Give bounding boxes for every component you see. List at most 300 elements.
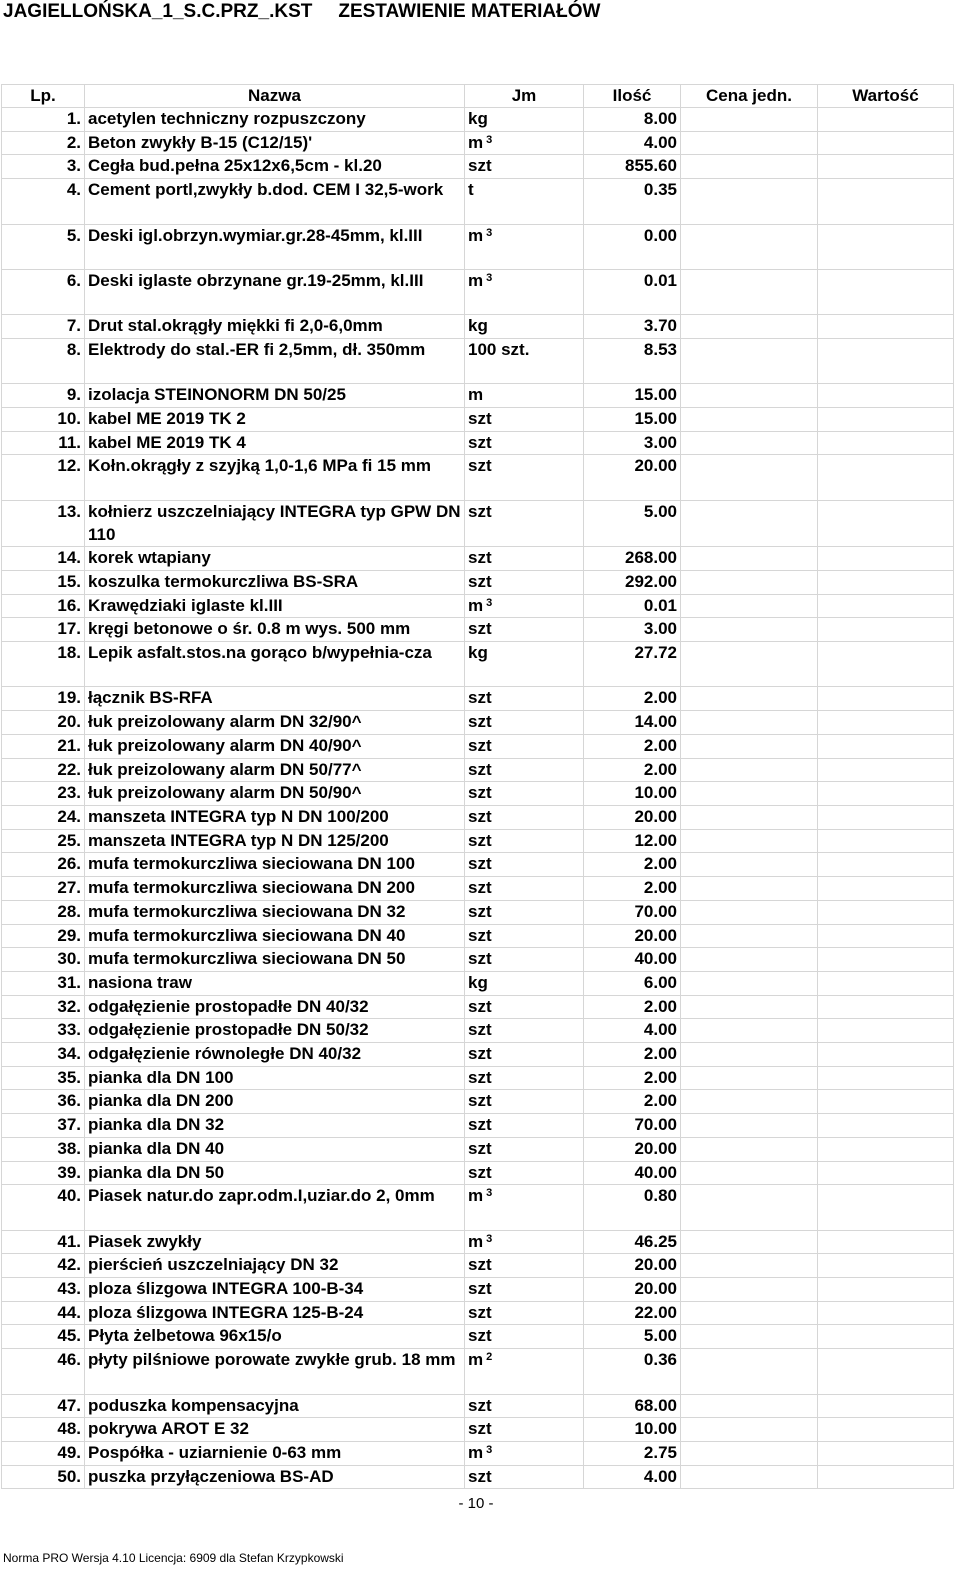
unit-exponent: 2 xyxy=(486,1351,493,1364)
row-cena xyxy=(681,1465,818,1489)
file-name: JAGIELLOŃSKA_1_S.C.PRZ_.KST xyxy=(3,1,313,22)
row-lp: 44. xyxy=(2,1301,85,1325)
row-cena xyxy=(681,1349,818,1394)
row-jm xyxy=(465,758,584,782)
row-nazwa: mufa termokurczliwa sieciowana DN 40 xyxy=(85,924,465,948)
table-row xyxy=(2,1441,954,1465)
row-cena xyxy=(681,108,818,132)
row-ilosc: 8.53 xyxy=(584,338,681,383)
row-ilosc: 4.00 xyxy=(584,1019,681,1043)
row-lp: 39. xyxy=(2,1161,85,1185)
row-wartosc xyxy=(818,687,954,711)
row-lp: 35. xyxy=(2,1066,85,1090)
row-ilosc: 14.00 xyxy=(584,711,681,735)
row-jm xyxy=(465,1019,584,1043)
row-cena xyxy=(681,782,818,806)
row-wartosc xyxy=(818,269,954,314)
table-row xyxy=(2,829,954,853)
row-lp: 25. xyxy=(2,829,85,853)
unit-text: szt xyxy=(468,156,492,176)
unit-text: szt xyxy=(468,1162,492,1182)
row-wartosc xyxy=(818,1090,954,1114)
unit-text: szt xyxy=(468,1302,492,1322)
row-jm xyxy=(465,384,584,408)
row-wartosc xyxy=(818,1254,954,1278)
row-nazwa: Płyta żelbetowa 96x15/o xyxy=(85,1325,465,1349)
row-nazwa: kabel ME 2019 TK 2 xyxy=(85,408,465,432)
row-jm xyxy=(465,829,584,853)
row-wartosc xyxy=(818,1161,954,1185)
row-cena xyxy=(681,155,818,179)
unit-text: szt xyxy=(468,409,492,429)
row-cena xyxy=(681,1254,818,1278)
row-nazwa: acetylen techniczny rozpuszczony xyxy=(85,108,465,132)
row-wartosc xyxy=(818,782,954,806)
row-ilosc: 3.70 xyxy=(584,315,681,339)
row-lp: 3. xyxy=(2,155,85,179)
row-ilosc: 2.00 xyxy=(584,1043,681,1067)
table-row xyxy=(2,594,954,618)
unit-text: szt xyxy=(468,1279,492,1299)
unit-text: m xyxy=(468,270,484,290)
row-ilosc: 4.00 xyxy=(584,1465,681,1489)
row-nazwa: pianka dla DN 100 xyxy=(85,1066,465,1090)
row-nazwa: Elektrody do stal.-ER fi 2,5mm, dł. 350mm xyxy=(85,338,465,383)
row-ilosc: 8.00 xyxy=(584,108,681,132)
row-jm xyxy=(465,924,584,948)
row-lp: 21. xyxy=(2,734,85,758)
row-jm xyxy=(465,108,584,132)
unit-text: szt xyxy=(468,571,492,591)
table-row xyxy=(2,179,954,224)
row-lp: 27. xyxy=(2,877,85,901)
row-wartosc xyxy=(818,1325,954,1349)
table-row xyxy=(2,1394,954,1418)
table-row xyxy=(2,806,954,830)
row-jm xyxy=(465,1090,584,1114)
row-jm xyxy=(465,1043,584,1067)
unit-text: m xyxy=(468,225,484,245)
row-ilosc: 70.00 xyxy=(584,1114,681,1138)
row-lp: 29. xyxy=(2,924,85,948)
row-ilosc: 3.00 xyxy=(584,431,681,455)
row-nazwa: Piasek natur.do zapr.odm.I,uziar.do 2, 0mm xyxy=(85,1185,465,1230)
row-ilosc: 5.00 xyxy=(584,500,681,546)
table-row xyxy=(2,1114,954,1138)
row-cena xyxy=(681,1066,818,1090)
table-row xyxy=(2,687,954,711)
unit-exponent: 3 xyxy=(486,133,493,146)
unit-text: szt xyxy=(468,712,492,732)
row-ilosc: 0.35 xyxy=(584,179,681,224)
row-wartosc xyxy=(818,1301,954,1325)
row-wartosc xyxy=(818,1278,954,1302)
table-row xyxy=(2,1301,954,1325)
row-ilosc: 855.60 xyxy=(584,155,681,179)
row-nazwa: Cement portl,zwykły b.dod. CEM I 32,5-work xyxy=(85,179,465,224)
row-wartosc xyxy=(818,877,954,901)
unit-text: szt xyxy=(468,1326,492,1346)
row-ilosc: 2.00 xyxy=(584,1090,681,1114)
row-lp: 4. xyxy=(2,179,85,224)
table-row xyxy=(2,155,954,179)
row-jm xyxy=(465,431,584,455)
footer-license: Norma PRO Wersja 4.10 Licencja: 6909 dla Stefan Krzypkowski xyxy=(3,1551,344,1565)
unit-text: szt xyxy=(468,1091,492,1111)
unit-text: szt xyxy=(468,1395,492,1415)
table-row xyxy=(2,1185,954,1230)
row-ilosc: 10.00 xyxy=(584,782,681,806)
row-nazwa: mufa termokurczliwa sieciowana DN 100 xyxy=(85,853,465,877)
row-cena xyxy=(681,431,818,455)
unit-text: szt xyxy=(468,925,492,945)
row-nazwa: kręgi betonowe o śr. 0.8 m wys. 500 mm xyxy=(85,618,465,642)
row-lp: 49. xyxy=(2,1441,85,1465)
row-cena xyxy=(681,758,818,782)
row-ilosc: 2.00 xyxy=(584,687,681,711)
row-ilosc: 22.00 xyxy=(584,1301,681,1325)
table-row xyxy=(2,1161,954,1185)
row-ilosc: 0.80 xyxy=(584,1185,681,1230)
row-wartosc xyxy=(818,431,954,455)
row-wartosc xyxy=(818,1349,954,1394)
row-jm xyxy=(465,642,584,687)
row-lp: 32. xyxy=(2,995,85,1019)
row-ilosc: 40.00 xyxy=(584,1161,681,1185)
row-nazwa: Deski igl.obrzyn.wymiar.gr.28-45mm, kl.III xyxy=(85,224,465,269)
row-nazwa: łącznik BS-RFA xyxy=(85,687,465,711)
row-lp: 26. xyxy=(2,853,85,877)
header-jm: Jm xyxy=(465,85,584,108)
row-ilosc: 3.00 xyxy=(584,618,681,642)
unit-text: szt xyxy=(468,807,492,826)
row-lp: 23. xyxy=(2,782,85,806)
unit-text: m xyxy=(468,385,484,405)
row-jm xyxy=(465,1254,584,1278)
row-lp: 14. xyxy=(2,547,85,571)
table-row xyxy=(2,1465,954,1489)
row-jm xyxy=(465,155,584,179)
row-jm xyxy=(465,853,584,877)
unit-text: szt xyxy=(468,996,492,1016)
row-nazwa: poduszka kompensacyjna xyxy=(85,1394,465,1418)
unit-exponent: 3 xyxy=(486,1187,493,1200)
table-row xyxy=(2,1090,954,1114)
row-jm xyxy=(465,995,584,1019)
row-cena xyxy=(681,547,818,571)
unit-text: szt xyxy=(468,854,492,874)
unit-text: szt xyxy=(468,949,492,969)
table-row xyxy=(2,570,954,594)
row-lp: 1. xyxy=(2,108,85,132)
row-lp: 22. xyxy=(2,758,85,782)
row-cena xyxy=(681,570,818,594)
row-wartosc xyxy=(818,853,954,877)
unit-text: szt xyxy=(468,878,492,898)
unit-text: t xyxy=(468,180,474,200)
table-row xyxy=(2,711,954,735)
row-nazwa: łuk preizolowany alarm DN 50/90^ xyxy=(85,782,465,806)
unit-text: szt xyxy=(468,1466,492,1486)
table-row xyxy=(2,642,954,687)
row-cena xyxy=(681,900,818,924)
row-cena xyxy=(681,877,818,901)
row-wartosc xyxy=(818,806,954,830)
table-row xyxy=(2,734,954,758)
row-nazwa: manszeta INTEGRA typ N DN 125/200 xyxy=(85,829,465,853)
row-lp: 36. xyxy=(2,1090,85,1114)
row-jm xyxy=(465,315,584,339)
row-nazwa: koszulka termokurczliwa BS-SRA xyxy=(85,570,465,594)
row-nazwa: manszeta INTEGRA typ N DN 100/200 xyxy=(85,806,465,830)
row-ilosc: 2.75 xyxy=(584,1441,681,1465)
row-ilosc: 2.00 xyxy=(584,1066,681,1090)
row-ilosc: 20.00 xyxy=(584,806,681,830)
row-wartosc xyxy=(818,1185,954,1230)
row-cena xyxy=(681,1137,818,1161)
materials-table xyxy=(1,84,954,1489)
unit-text: m xyxy=(468,1350,484,1370)
row-nazwa: Lepik asfalt.stos.na gorąco b/wypełnia-cza xyxy=(85,642,465,687)
row-jm xyxy=(465,687,584,711)
row-lp: 16. xyxy=(2,594,85,618)
unit-text: szt xyxy=(468,1419,492,1439)
row-nazwa: pierścień uszczelniający DN 32 xyxy=(85,1254,465,1278)
row-jm xyxy=(465,408,584,432)
table-row xyxy=(2,1019,954,1043)
row-lp: 45. xyxy=(2,1325,85,1349)
table-row xyxy=(2,995,954,1019)
row-cena xyxy=(681,1325,818,1349)
row-cena xyxy=(681,1418,818,1442)
table-row xyxy=(2,431,954,455)
row-ilosc: 15.00 xyxy=(584,408,681,432)
row-wartosc xyxy=(818,758,954,782)
row-ilosc: 12.00 xyxy=(584,829,681,853)
row-lp: 10. xyxy=(2,408,85,432)
row-wartosc xyxy=(818,1418,954,1442)
row-wartosc xyxy=(818,1230,954,1254)
row-lp: 38. xyxy=(2,1137,85,1161)
row-wartosc xyxy=(818,995,954,1019)
row-cena xyxy=(681,594,818,618)
unit-text: szt xyxy=(468,501,492,521)
row-ilosc: 268.00 xyxy=(584,547,681,571)
table-row xyxy=(2,758,954,782)
table-row xyxy=(2,1066,954,1090)
row-jm xyxy=(465,806,584,830)
sheet-title: ZESTAWIENIE MATERIAŁÓW xyxy=(338,1,601,22)
table-header xyxy=(2,85,954,108)
row-jm xyxy=(465,338,584,383)
table-row xyxy=(2,455,954,500)
unit-text: szt xyxy=(468,1067,492,1087)
row-wartosc xyxy=(818,108,954,132)
row-cena xyxy=(681,500,818,546)
table-row xyxy=(2,408,954,432)
row-nazwa: Pospółka - uziarnienie 0-63 mm xyxy=(85,1441,465,1465)
row-jm xyxy=(465,1325,584,1349)
row-lp: 40. xyxy=(2,1185,85,1230)
header-wartosc: Wartość xyxy=(818,85,954,108)
row-lp: 30. xyxy=(2,948,85,972)
page-number: - 10 - xyxy=(458,1495,494,1512)
table-row xyxy=(2,853,954,877)
row-wartosc xyxy=(818,924,954,948)
row-jm xyxy=(465,570,584,594)
row-ilosc: 2.00 xyxy=(584,758,681,782)
table-row xyxy=(2,224,954,269)
row-cena xyxy=(681,131,818,155)
row-lp: 9. xyxy=(2,384,85,408)
row-lp: 19. xyxy=(2,687,85,711)
unit-text: szt xyxy=(468,1044,492,1064)
row-cena xyxy=(681,1301,818,1325)
row-wartosc xyxy=(818,570,954,594)
row-lp: 7. xyxy=(2,315,85,339)
row-ilosc: 10.00 xyxy=(584,1418,681,1442)
row-cena xyxy=(681,1441,818,1465)
row-nazwa: mufa termokurczliwa sieciowana DN 50 xyxy=(85,948,465,972)
row-cena xyxy=(681,315,818,339)
row-wartosc xyxy=(818,711,954,735)
row-lp: 34. xyxy=(2,1043,85,1067)
table-row xyxy=(2,1137,954,1161)
row-jm xyxy=(465,224,584,269)
row-jm xyxy=(465,1349,584,1394)
table-row xyxy=(2,500,954,546)
table-row xyxy=(2,971,954,995)
row-wartosc xyxy=(818,179,954,224)
row-cena xyxy=(681,269,818,314)
row-jm xyxy=(465,594,584,618)
row-wartosc xyxy=(818,1465,954,1489)
row-wartosc xyxy=(818,131,954,155)
table-row xyxy=(2,618,954,642)
row-ilosc: 46.25 xyxy=(584,1230,681,1254)
row-cena xyxy=(681,924,818,948)
table-row xyxy=(2,131,954,155)
row-lp: 37. xyxy=(2,1114,85,1138)
row-nazwa: korek wtapiany xyxy=(85,547,465,571)
unit-text: kg xyxy=(468,643,488,663)
row-lp: 17. xyxy=(2,618,85,642)
row-nazwa: łuk preizolowany alarm DN 32/90^ xyxy=(85,711,465,735)
row-jm xyxy=(465,900,584,924)
row-lp: 43. xyxy=(2,1278,85,1302)
row-cena xyxy=(681,618,818,642)
row-wartosc xyxy=(818,1441,954,1465)
table-row xyxy=(2,1254,954,1278)
row-ilosc: 20.00 xyxy=(584,1278,681,1302)
table-row xyxy=(2,900,954,924)
unit-text: kg xyxy=(468,109,488,128)
row-nazwa: pianka dla DN 200 xyxy=(85,1090,465,1114)
row-wartosc xyxy=(818,455,954,500)
row-jm xyxy=(465,1230,584,1254)
unit-exponent: 3 xyxy=(486,226,493,239)
row-lp: 28. xyxy=(2,900,85,924)
row-wartosc xyxy=(818,1043,954,1067)
row-jm xyxy=(465,1185,584,1230)
row-cena xyxy=(681,995,818,1019)
row-nazwa: izolacja STEINONORM DN 50/25 xyxy=(85,384,465,408)
row-lp: 46. xyxy=(2,1349,85,1394)
row-nazwa: ploza ślizgowa INTEGRA 100-B-34 xyxy=(85,1278,465,1302)
row-nazwa: pianka dla DN 50 xyxy=(85,1161,465,1185)
row-nazwa: odgałęzienie równoległe DN 40/32 xyxy=(85,1043,465,1067)
unit-text: m xyxy=(468,1231,484,1251)
row-ilosc: 20.00 xyxy=(584,924,681,948)
row-jm xyxy=(465,547,584,571)
row-nazwa: Kołn.okrągły z szyjką 1,0-1,6 MPa fi 15 mm xyxy=(85,455,465,500)
row-nazwa: Deski iglaste obrzynane gr.19-25mm, kl.III xyxy=(85,269,465,314)
row-cena xyxy=(681,179,818,224)
row-nazwa: mufa termokurczliwa sieciowana DN 32 xyxy=(85,900,465,924)
row-ilosc: 5.00 xyxy=(584,1325,681,1349)
unit-text: szt xyxy=(468,735,492,755)
table-row xyxy=(2,547,954,571)
row-jm xyxy=(465,1301,584,1325)
unit-text: szt xyxy=(468,619,492,639)
row-ilosc: 0.00 xyxy=(584,224,681,269)
row-cena xyxy=(681,853,818,877)
row-wartosc xyxy=(818,1394,954,1418)
row-lp: 42. xyxy=(2,1254,85,1278)
row-nazwa: Piasek zwykły xyxy=(85,1230,465,1254)
row-ilosc: 20.00 xyxy=(584,1137,681,1161)
row-wartosc xyxy=(818,547,954,571)
row-jm xyxy=(465,948,584,972)
row-jm xyxy=(465,971,584,995)
row-jm xyxy=(465,877,584,901)
row-ilosc: 15.00 xyxy=(584,384,681,408)
row-wartosc xyxy=(818,642,954,687)
row-cena xyxy=(681,734,818,758)
row-wartosc xyxy=(818,900,954,924)
unit-text: szt xyxy=(468,688,492,708)
row-wartosc xyxy=(818,155,954,179)
table-row xyxy=(2,269,954,314)
row-ilosc: 2.00 xyxy=(584,853,681,877)
row-lp: 5. xyxy=(2,224,85,269)
row-nazwa: płyty pilśniowe porowate zwykłe grub. 18 mm xyxy=(85,1349,465,1394)
row-nazwa: puszka przyłączeniowa BS-AD xyxy=(85,1465,465,1489)
row-cena xyxy=(681,408,818,432)
unit-text: szt xyxy=(468,432,492,452)
table-row xyxy=(2,877,954,901)
row-wartosc xyxy=(818,734,954,758)
row-wartosc xyxy=(818,338,954,383)
row-jm xyxy=(465,500,584,546)
table-row xyxy=(2,384,954,408)
row-cena xyxy=(681,1043,818,1067)
row-cena xyxy=(681,455,818,500)
row-nazwa: pianka dla DN 32 xyxy=(85,1114,465,1138)
row-nazwa: Cegła bud.pełna 25x12x6,5cm - kl.20 xyxy=(85,155,465,179)
row-wartosc xyxy=(818,594,954,618)
table-row xyxy=(2,1043,954,1067)
row-nazwa: łuk preizolowany alarm DN 50/77^ xyxy=(85,758,465,782)
row-nazwa: pianka dla DN 40 xyxy=(85,1137,465,1161)
row-cena xyxy=(681,1394,818,1418)
row-cena xyxy=(681,384,818,408)
table-row xyxy=(2,1278,954,1302)
row-jm xyxy=(465,1278,584,1302)
row-ilosc: 292.00 xyxy=(584,570,681,594)
row-jm xyxy=(465,1114,584,1138)
row-jm xyxy=(465,711,584,735)
